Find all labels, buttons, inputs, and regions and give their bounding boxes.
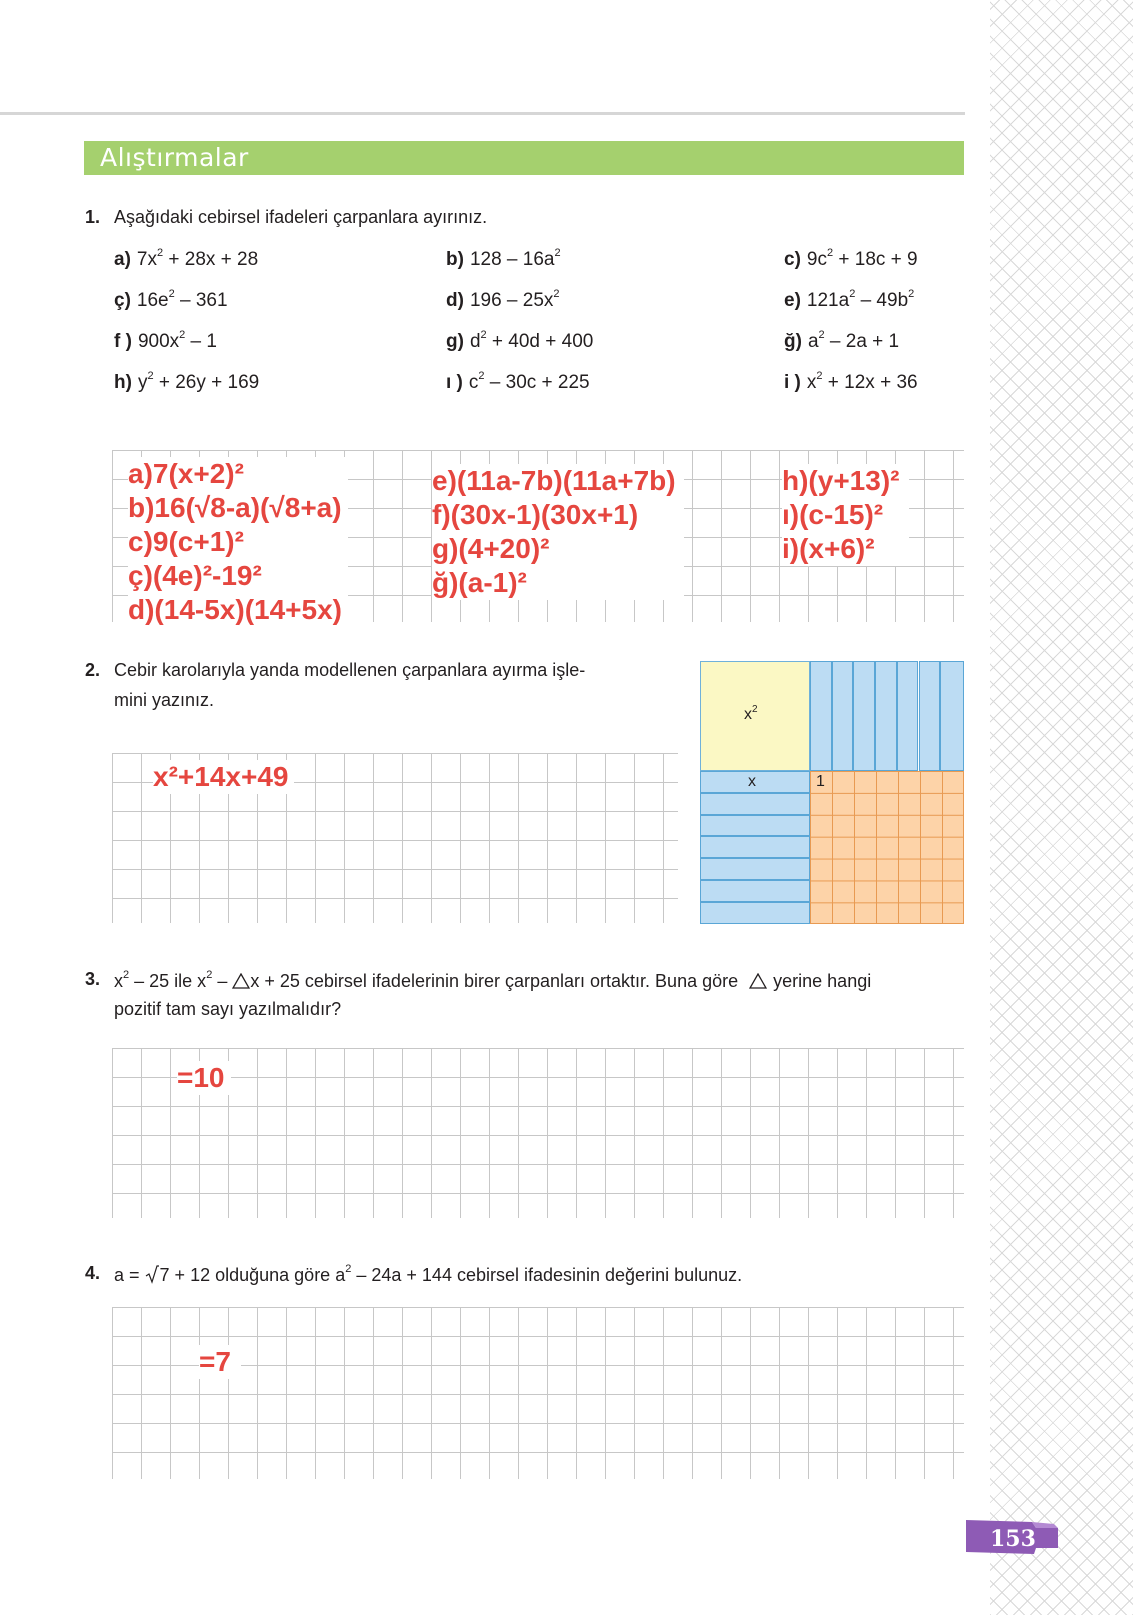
exponent: 2 xyxy=(826,247,834,259)
q1-item-term: x xyxy=(806,372,817,393)
q1-item-term: – 2a + 1 xyxy=(824,331,900,352)
q1-answer-column-3 xyxy=(782,464,909,566)
q1-item-term: 900x xyxy=(137,331,180,352)
q1-item-term: 196 – 25x xyxy=(469,290,554,311)
tile-x-horizontal xyxy=(700,836,810,858)
exponent: 2 xyxy=(123,969,130,981)
answer-line: c)9(c+1)² xyxy=(128,526,244,557)
q1-item-label: ğ) xyxy=(784,331,802,352)
q1-expression-item xyxy=(784,329,899,353)
exponent: 2 xyxy=(168,288,175,300)
q1-item-label: b) xyxy=(446,249,464,270)
algebra-tiles-model xyxy=(700,661,964,924)
q1-item-label: h) xyxy=(114,372,132,393)
question-2-answer: x²+14x+49 xyxy=(153,760,294,794)
tile-x-vertical xyxy=(853,661,875,771)
tile-x-horizontal xyxy=(700,858,810,880)
question-4-text xyxy=(114,1263,742,1286)
q3-term: – xyxy=(217,971,228,991)
q1-item-term: 16e xyxy=(136,290,169,311)
exponent: 2 xyxy=(554,247,561,259)
q1-expression-item xyxy=(114,329,217,353)
answer-line: d)(14-5x)(14+5x) xyxy=(128,594,342,625)
q1-answer-column-2 xyxy=(432,464,684,600)
q1-item-term: + 28x + 28 xyxy=(163,249,259,270)
exponent: 2 xyxy=(206,969,213,981)
q1-item-label: d) xyxy=(446,290,464,311)
q1-item-label: g) xyxy=(446,331,464,352)
q1-expression-item xyxy=(446,370,590,394)
tile-x-vertical xyxy=(940,661,964,771)
exponent: 2 xyxy=(179,329,186,341)
q1-expression-item xyxy=(784,288,914,312)
q1-expression-item xyxy=(446,247,561,271)
q1-expression-item xyxy=(114,288,228,312)
question-4-answer: =7 xyxy=(199,1345,241,1379)
q1-item-term: a xyxy=(807,331,819,352)
q1-item-term: – 361 xyxy=(174,290,228,311)
question-1-text: Aşağıdaki cebirsel ifadeleri çarpanlara ayırınız. xyxy=(114,207,488,227)
tile-x-vertical xyxy=(919,661,941,771)
answer-line: ç)(4e)²-19² xyxy=(128,560,262,591)
tile-x-horizontal xyxy=(700,880,810,902)
tile-x-horizontal xyxy=(700,815,810,837)
q1-item-label: i ) xyxy=(784,372,801,393)
answer-line: e)(11a-7b)(11a+7b) xyxy=(432,465,676,496)
question-4-answer-grid xyxy=(112,1307,964,1479)
q3-term: – 25 ile x xyxy=(134,971,207,991)
q4-term: 7 + 12 olduğuna göre a xyxy=(159,1265,346,1285)
q1-item-term: – 30c + 225 xyxy=(484,372,590,393)
q1-item-label: ı ) xyxy=(446,372,463,393)
page-number: 153 xyxy=(990,1526,1036,1552)
question-3-text-line-2: pozitif tam sayı yazılmalıdır? xyxy=(114,999,342,1019)
tile-x-horizontal xyxy=(700,793,810,815)
unit-tiles-block xyxy=(810,771,964,924)
q1-item-term: 9c xyxy=(806,249,827,270)
question-3-number: 3. xyxy=(85,969,101,989)
tile-x-label: x xyxy=(748,773,756,790)
q1-item-term: + 12x + 36 xyxy=(822,372,918,393)
q1-expression-item xyxy=(446,288,560,312)
q1-item-label: ç) xyxy=(114,290,131,311)
exponent: 2 xyxy=(147,370,154,382)
question-4-number: 4. xyxy=(85,1263,101,1283)
q1-expression-item xyxy=(114,370,259,394)
section-title: Alıştırmalar xyxy=(100,143,249,172)
q1-answer-column-1 xyxy=(128,457,348,627)
answer-line: g)(4+20)² xyxy=(432,533,550,564)
exponent: 2 xyxy=(553,288,560,300)
q1-item-label: f ) xyxy=(114,331,132,352)
tile-x-vertical xyxy=(832,661,854,771)
q1-expression-item xyxy=(114,247,258,271)
q3-term: x + 25 cebirsel ifadelerinin birer çarpanları ortaktır. Buna göre xyxy=(250,971,739,991)
question-2-number: 2. xyxy=(85,660,101,680)
q1-item-term: + 18c + 9 xyxy=(833,249,918,270)
answer-line: f)(30x-1)(30x+1) xyxy=(432,499,639,530)
question-1-number: 1. xyxy=(85,207,101,227)
exponent: 2 xyxy=(156,247,164,259)
question-2-text-line-2: mini yazınız. xyxy=(114,690,215,710)
q1-expression-item xyxy=(446,329,593,353)
exponent: 2 xyxy=(345,1263,352,1275)
question-3-answer-grid xyxy=(112,1048,964,1218)
q1-expression-item xyxy=(784,370,918,394)
q1-expression-item xyxy=(784,247,918,271)
tile-x-squared-label xyxy=(744,704,758,724)
answer-line: ğ)(a-1)² xyxy=(432,567,527,598)
triangle-icon xyxy=(749,973,767,989)
q1-item-label: e) xyxy=(784,290,801,311)
tile-x-vertical xyxy=(810,661,832,771)
q4-term: a = xyxy=(114,1265,140,1285)
tile-1-label: 1 xyxy=(816,773,825,790)
answer-line: a)7(x+2)² xyxy=(128,458,244,489)
q1-item-term: c xyxy=(468,372,479,393)
answer-line: i)(x+6)² xyxy=(782,533,875,564)
q1-item-term: 128 – 16a xyxy=(469,249,555,270)
q1-item-term: + 40d + 400 xyxy=(486,331,594,352)
tile-x-horizontal xyxy=(700,902,810,924)
q1-item-term: 7x xyxy=(136,249,157,270)
q1-item-label: c) xyxy=(784,249,801,270)
exponent: 2 xyxy=(849,288,856,300)
q4-term: – 24a + 144 cebirsel ifadesinin değerini bulunuz. xyxy=(356,1265,743,1285)
tile-x-vertical xyxy=(875,661,897,771)
exponent: 2 xyxy=(816,370,823,382)
q1-item-term: + 26y + 169 xyxy=(153,372,260,393)
triangle-icon xyxy=(232,973,250,989)
square-root-icon xyxy=(145,1264,159,1284)
question-2-text-line-1: Cebir karolarıyla yanda modellenen çarpanlara ayırma işle- xyxy=(114,660,586,680)
decorative-margin-pattern xyxy=(990,0,1133,1615)
q1-item-term: y xyxy=(137,372,148,393)
question-3-text-line-1 xyxy=(114,969,871,992)
answer-line: ı)(c-15)² xyxy=(782,499,884,530)
answer-line: b)16(√8-a)(√8+a) xyxy=(128,492,342,523)
exponent: 2 xyxy=(908,288,915,300)
top-rule-divider xyxy=(0,112,965,115)
tile-x-vertical xyxy=(897,661,919,771)
q1-item-term: – 1 xyxy=(185,331,217,352)
q3-term: yerine hangi xyxy=(773,971,872,991)
q3-term: x xyxy=(114,971,123,991)
exponent: 2 xyxy=(480,329,487,341)
tile-x-squared-base: x xyxy=(744,706,752,723)
question-3-answer: =10 xyxy=(177,1061,231,1095)
q1-item-term: – 49b xyxy=(855,290,909,311)
exponent: 2 xyxy=(478,370,485,382)
tile-x-squared-exponent: 2 xyxy=(752,704,758,715)
q1-item-term: d xyxy=(469,331,481,352)
q1-item-term: 121a xyxy=(806,290,850,311)
q1-item-label: a) xyxy=(114,249,131,270)
answer-line: h)(y+13)² xyxy=(782,465,900,496)
exponent: 2 xyxy=(818,329,825,341)
